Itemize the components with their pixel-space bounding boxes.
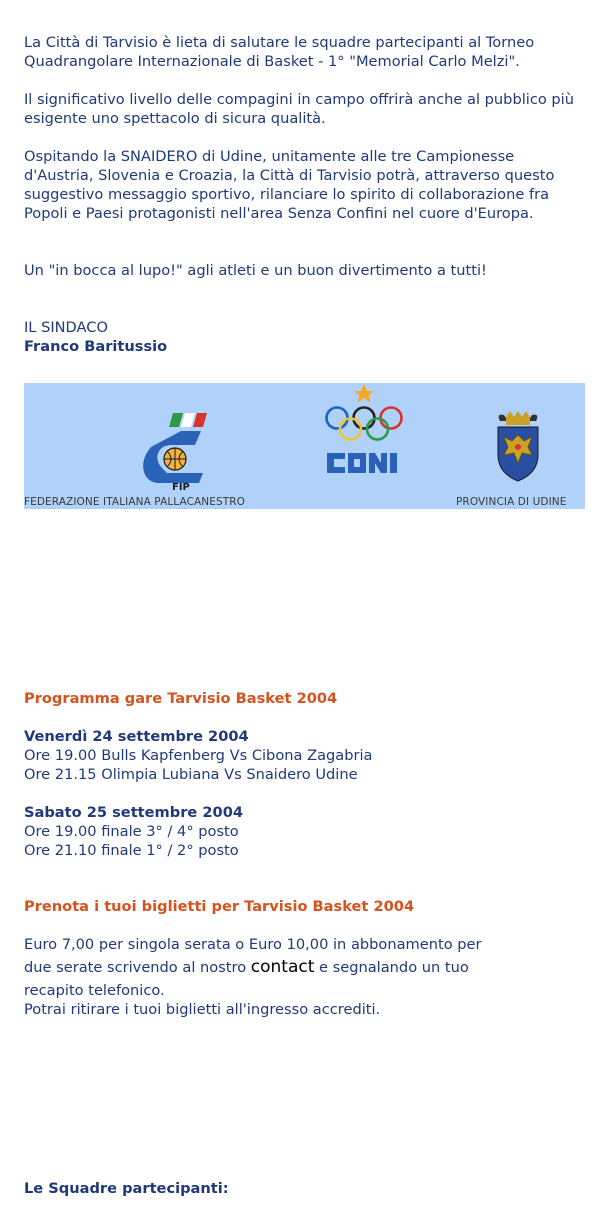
- schedule-day-2-game-2: Ore 21.10 finale 1° / 2° posto: [24, 842, 239, 859]
- teams-title: Le Squadre partecipanti:: [24, 1180, 229, 1197]
- schedule-day-2-date: Sabato 25 settembre 2004: [24, 804, 244, 821]
- tickets-line-2: [24, 958, 580, 977]
- intro-paragraph-3: Ospitando la SNAIDERO di Udine, unitamente alle tre Campionesse d'Austria, Slovenia e Croazia, la Città di Tarvisio potrà, attraverso questo suggestivo messaggio sportivo, rilanciare lo spirito di collaborazione fra Popoli e Paesi protagonisti nell'area Senza Confini nel cuore d'Europa.: [24, 148, 555, 222]
- fip-logo-icon: [139, 411, 219, 491]
- province-caption: PROVINCIA DI UDINE: [456, 496, 567, 508]
- tickets-line-2-pre: due serate scrivendo al nostro: [24, 959, 251, 976]
- coni-logo-icon: [323, 383, 405, 483]
- province-coat-of-arms-icon: [492, 411, 544, 483]
- intro-paragraph-2: Il significativo livello delle compagini in campo offrirà anche al pubblico più esigente uno spettacolo di sicura qualità.: [24, 91, 574, 127]
- signature-name: Franco Baritussio: [24, 338, 168, 355]
- intro-paragraph-1: La Città di Tarvisio è lieta di salutare le squadre partecipanti al Torneo Quadrangolare Internazionale di Basket - 1° "Memorial Carlo Melzi".: [24, 34, 535, 70]
- fip-text: FIP: [172, 482, 190, 491]
- schedule-day-1-game-2: Ore 21.15 Olimpia Lubiana Vs Snaidero Udine: [24, 766, 358, 783]
- tickets-line-1: Euro 7,00 per singola serata o Euro 10,00 in abbonamento per: [24, 936, 482, 953]
- tickets-line-3: recapito telefonico.: [24, 982, 165, 999]
- schedule-day-2-game-1: Ore 19.00 finale 3° / 4° posto: [24, 823, 239, 840]
- sponsor-logos-banner: [24, 383, 585, 509]
- fip-caption: FEDERAZIONE ITALIANA PALLACANESTRO: [24, 496, 246, 508]
- tickets-title: Prenota i tuoi biglietti per Tarvisio Basket 2004: [24, 898, 415, 915]
- intro-paragraph-4: Un "in bocca al lupo!" agli atleti e un buon divertimento a tutti!: [24, 262, 487, 279]
- schedule-title: Programma gare Tarvisio Basket 2004: [24, 690, 338, 707]
- tickets-line-4: Potrai ritirare i tuoi biglietti all'ingresso accrediti.: [24, 1001, 381, 1018]
- tickets-line-2-post: e segnalando un tuo: [314, 959, 469, 976]
- signature-role: IL SINDACO: [24, 319, 108, 336]
- schedule-day-1-date: Venerdì 24 settembre 2004: [24, 728, 249, 745]
- schedule-day-1-game-1: Ore 19.00 Bulls Kapfenberg Vs Cibona Zagabria: [24, 747, 373, 764]
- contact-link[interactable]: contact: [250, 957, 315, 977]
